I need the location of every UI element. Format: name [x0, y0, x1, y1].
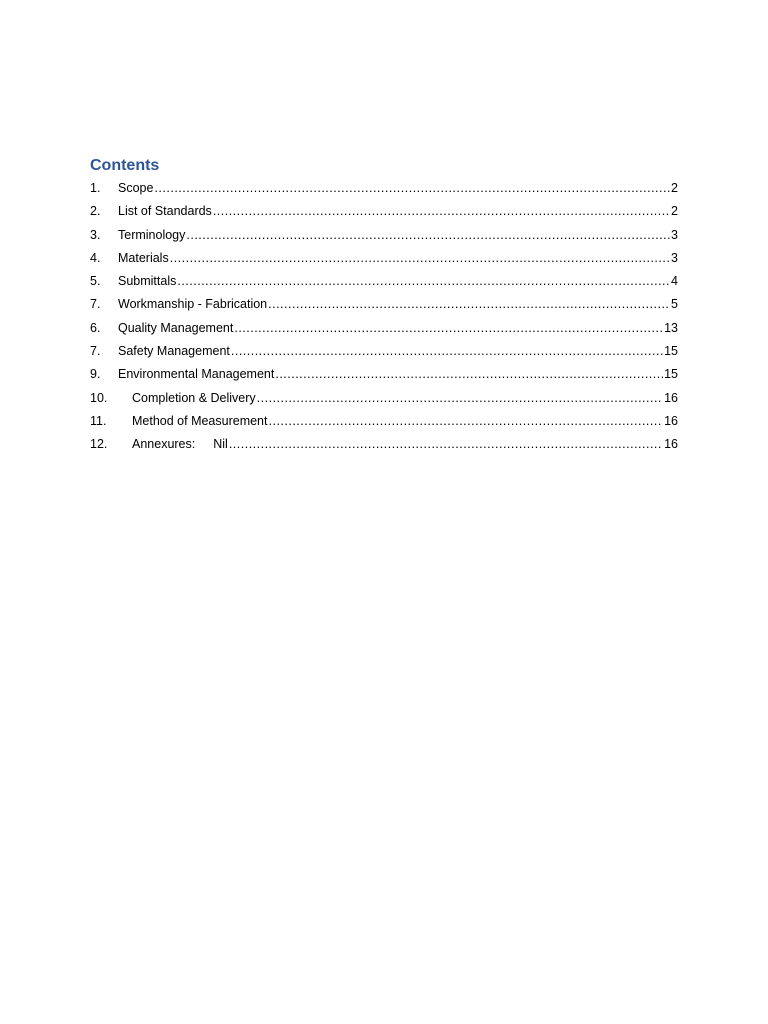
toc-entry-title: Method of Measurement — [132, 413, 268, 428]
toc-entry-terminology[interactable] — [90, 224, 678, 247]
toc-entry-materials[interactable] — [90, 247, 678, 270]
toc-entry-page: 15 — [664, 344, 678, 359]
toc-entry-environmental-management[interactable] — [90, 363, 678, 386]
toc-dot-leader — [229, 433, 663, 456]
toc-entry-workmanship-fabrication[interactable] — [90, 293, 678, 316]
toc-dot-leader — [269, 410, 664, 433]
toc-dot-leader — [154, 177, 670, 200]
toc-dot-leader — [170, 247, 670, 270]
toc-entry-number: 12. — [90, 437, 108, 452]
toc-dot-leader — [186, 224, 670, 247]
toc-entry-method-of-measurement[interactable] — [90, 410, 678, 433]
toc-entry-title: List of Standards — [118, 204, 212, 219]
toc-entry-page: 13 — [664, 320, 678, 335]
toc-dot-leader — [213, 200, 670, 223]
toc-entry-submittals[interactable] — [90, 270, 678, 293]
toc-entry-page: 16 — [664, 437, 678, 452]
toc-entry-number: 11. — [90, 413, 107, 428]
toc-entry-page: 16 — [664, 390, 678, 405]
toc-entry-completion-delivery[interactable] — [90, 387, 678, 410]
toc-entry-page: 4 — [671, 274, 678, 289]
toc-entry-title: Completion & Delivery — [132, 390, 256, 405]
toc-entry-page: 5 — [671, 297, 678, 312]
toc-entry-title: Environmental Management — [118, 367, 275, 382]
toc-entry-title: Workmanship - Fabrication — [118, 297, 268, 312]
table-of-contents — [90, 177, 678, 457]
toc-entry-number: 7. — [90, 344, 101, 359]
toc-entry-quality-management[interactable] — [90, 317, 678, 340]
toc-entry-page: 15 — [664, 367, 678, 382]
toc-entry-page: 3 — [671, 227, 678, 242]
toc-entry-list-of-standards[interactable] — [90, 200, 678, 223]
toc-entry-title: Quality Management — [118, 320, 234, 335]
toc-entry-number: 5. — [90, 274, 101, 289]
toc-entry-title: Annexures: — [132, 437, 196, 452]
toc-entry-page: 2 — [671, 181, 678, 195]
toc-entry-page: 2 — [671, 204, 678, 219]
toc-entry-safety-management[interactable] — [90, 340, 678, 363]
toc-entry-page: 16 — [664, 413, 678, 428]
toc-entry-number: 2. — [90, 204, 101, 219]
toc-entry-number: 6. — [90, 320, 101, 335]
toc-entry-scope[interactable] — [90, 177, 678, 200]
toc-entry-annexures[interactable] — [90, 433, 678, 456]
toc-dot-leader — [268, 293, 670, 316]
toc-dot-leader — [257, 387, 663, 410]
toc-entry-title: Safety Management — [118, 344, 230, 359]
toc-entry-title: Submittals — [118, 274, 177, 289]
toc-entry-number: 3. — [90, 227, 101, 242]
toc-entry-number: 9. — [90, 367, 101, 382]
toc-entry-title: Terminology — [118, 227, 186, 242]
toc-entry-number: 10. — [90, 390, 108, 405]
toc-dot-leader — [231, 340, 663, 363]
toc-entry-title-group — [132, 433, 228, 456]
toc-entry-title: Materials — [118, 250, 169, 265]
toc-dot-leader — [234, 317, 663, 340]
toc-entry-title: Scope — [118, 181, 154, 195]
toc-entry-page: 3 — [671, 250, 678, 265]
toc-heading: Contents — [90, 157, 160, 174]
toc-entry-title-suffix: Nil — [213, 437, 228, 452]
toc-entry-number: 7. — [90, 297, 101, 312]
toc-dot-leader — [275, 363, 663, 386]
toc-entry-number: 4. — [90, 250, 101, 265]
toc-dot-leader — [177, 270, 670, 293]
toc-entry-number: 1. — [90, 181, 101, 195]
